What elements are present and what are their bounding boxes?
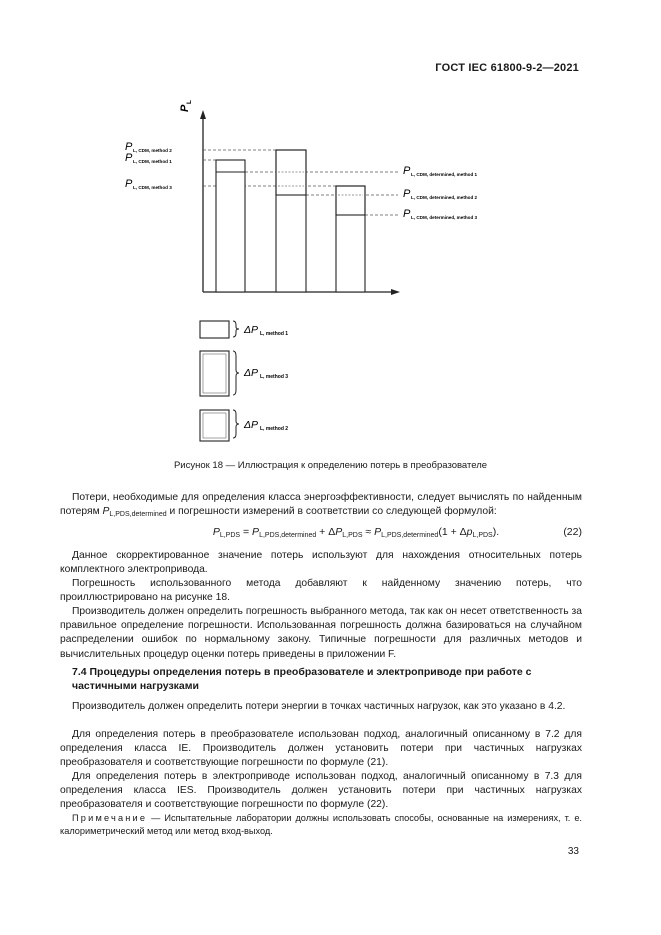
- svg-text:L, CDM, determined, method 1: L, CDM, determined, method 1: [411, 172, 478, 177]
- svg-text:ΔP: ΔP: [244, 419, 259, 431]
- page-number: 33: [567, 846, 579, 857]
- formula-number: (22): [563, 526, 582, 538]
- y-axis-label: [179, 100, 193, 112]
- x-axis-arrow: [391, 289, 400, 295]
- svg-text:L, CDM, determined, method 3: L, CDM, determined, method 3: [411, 215, 478, 220]
- svg-text:L, CDM, method 2: L, CDM, method 2: [133, 148, 172, 153]
- label-determined-method-3: [403, 208, 478, 220]
- bar-method-3: [336, 186, 365, 292]
- legend-brace-2: [233, 351, 239, 395]
- svg-text:L, CDM, method 3: L, CDM, method 3: [133, 185, 172, 190]
- figure-18: [0, 0, 661, 460]
- paragraph-losses-formula-intro: Потери, необходимые для определения класса энергоэффективности, следует вычислять по найденным потерям $P_{L,PDS,determined}$ и погрешности измерений в соответствии со следующей формулой:: [60, 492, 582, 519]
- section-7-4-title: 7.4 Процедуры определения потерь в преобразователе и электроприводе при работе с частичными нагрузками: [72, 666, 532, 692]
- svg-text:P: P: [403, 188, 411, 200]
- legend-brace-1: [233, 321, 239, 337]
- bar-method-2: [276, 150, 306, 292]
- paragraph-method-error: Погрешность использованного метода добавляют к найденному значению потерь, что проиллюстрировано на рисунке 18.: [60, 578, 582, 604]
- svg-text:ΔP: ΔP: [244, 324, 259, 336]
- svg-text:L: L: [186, 100, 193, 104]
- note: Примечание — Испытательные лаборатории должны использовать способы, основанные на измерениях, т. е. калориметрический метод или метод вход-выход.: [60, 813, 582, 836]
- paragraph-partial-load-points: Производитель должен определить потери энергии в точках частичных нагрузок, как это указано в 4.2.: [72, 701, 566, 712]
- label-cdm-method-1: [125, 152, 172, 164]
- legend-label-method-1: [243, 324, 288, 337]
- label-cdm-method-3: [125, 178, 172, 190]
- figure-caption: Рисунок 18 — Иллюстрация к определению потерь в преобразователе: [173, 460, 488, 471]
- paragraph-manufacturer-error: Производитель должен определить погрешность выбранного метода, так как он несет ответственность за правильное определение погрешности. Использованная погрешность должна базироваться на случайном распределении ошибок по нормальному закону. Типичные погрешности для различных методов и вычислительных процедур оценки потерь приведены в приложении F.: [60, 606, 582, 660]
- legend-box-method-3: [200, 351, 229, 396]
- legend-brace-3: [233, 410, 239, 438]
- paragraph-corrected-value: Данное скорректированное значение потерь используют для нахождения относительных потерь комплектного электропривода.: [60, 550, 582, 576]
- svg-text:L, method 2: L, method 2: [260, 426, 289, 432]
- page-header: ГОСТ IEC 61800-9-2—2021: [435, 62, 579, 74]
- svg-text:P: P: [125, 178, 133, 190]
- svg-text:L, CDM, determined, method 2: L, CDM, determined, method 2: [411, 195, 478, 200]
- legend-label-method-2: [243, 419, 288, 432]
- note-label: Примечание: [72, 813, 148, 823]
- svg-text:P: P: [125, 141, 133, 153]
- legend-box-method-2: [200, 410, 229, 441]
- label-determined-method-1: [403, 165, 478, 177]
- legend-label-method-3: [243, 367, 288, 380]
- legend-box-method-1: [200, 321, 229, 338]
- svg-text:P: P: [403, 165, 411, 177]
- y-axis-arrow: [200, 110, 206, 119]
- svg-text:L, method 3: L, method 3: [260, 374, 289, 380]
- formula-22: $P_{L,PDS} = P_{L,PDS,determined} + \Delta P_{L,PDS} \approx P_{L,PDS,determined}(1 + \Delta p_{L,PDS})$. (22): [212, 526, 582, 539]
- svg-text:L, CDM, method 1: L, CDM, method 1: [133, 159, 172, 164]
- bar-method-1: [216, 160, 245, 292]
- paragraph-drive-losses: Для определения потерь в электроприводе использован подход, аналогичный описанному в 7.3 для определения класса IES. Производитель должен установить потери при частичных нагрузках преобразователя и соответствующие погрешности по формуле (22).: [60, 771, 582, 811]
- svg-text:ΔP: ΔP: [244, 367, 259, 379]
- svg-text:P: P: [125, 152, 133, 164]
- paragraph-converter-losses: Для определения потерь в преобразователе использован подход, аналогичный описанному в 7.2 для определения класса IE. Производитель должен установить потери при частичных нагрузках преобразователя и соответствующие погрешности по формуле (21).: [60, 729, 582, 769]
- svg-text:P: P: [403, 208, 411, 220]
- label-determined-method-2: [403, 188, 478, 200]
- svg-text:L, method 1: L, method 1: [260, 331, 289, 337]
- svg-text:P: P: [179, 104, 191, 112]
